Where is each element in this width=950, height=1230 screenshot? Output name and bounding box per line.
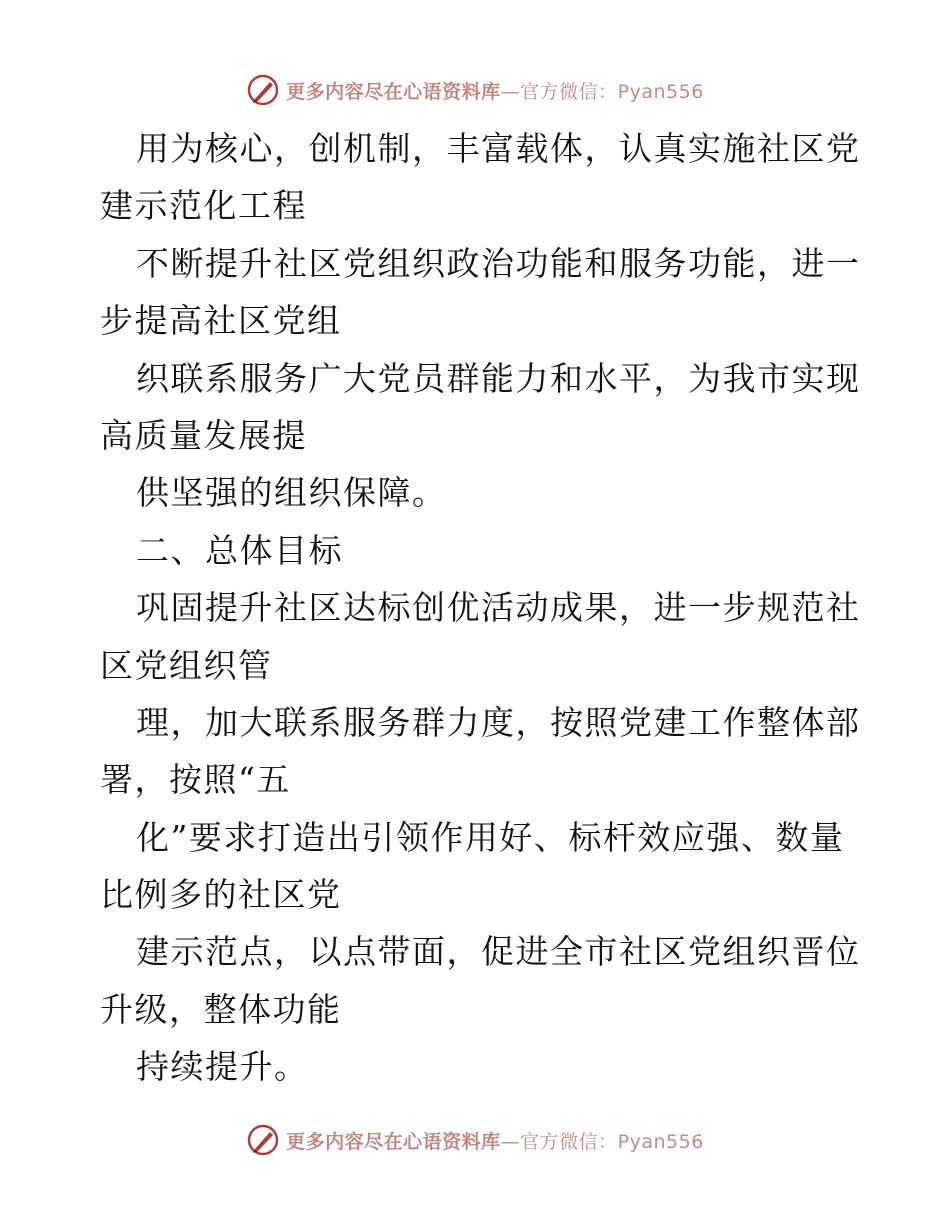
footer-contact-text: 官方微信：Pyan556 (520, 1130, 704, 1153)
footer-separator: — (500, 1130, 521, 1153)
text-line: 二、总体目标 (136, 530, 343, 570)
pen-logo-icon (246, 73, 280, 107)
text-line: 用为核心，创机制，丰富载体，认真实施社区党 (136, 129, 861, 168)
text-line: 化”要求打造出引领作用好、标杆效应强、数量 (136, 817, 845, 857)
header-contact-text: 官方微信：Pyan556 (520, 80, 704, 103)
document-body (100, 120, 860, 1096)
footer-watermark (0, 1120, 950, 1160)
header-watermark (0, 70, 950, 110)
text-line: 巩固提升社区达标创优活动成果，进一步规范社 (136, 588, 861, 628)
header-separator: — (500, 80, 521, 103)
text-line: 升级，整体功能 (100, 989, 342, 1029)
text-line: 比例多的社区党 (100, 875, 342, 915)
text-line: 建示范化工程 (100, 186, 307, 226)
text-line: 供坚强的组织保障。 (136, 473, 447, 513)
text-line: 持续提升。 (136, 1047, 309, 1087)
text-line: 不断提升社区党组织政治功能和服务功能，进一 (136, 243, 861, 283)
header-watermark-text (286, 77, 704, 104)
text-line: 高质量发展提 (100, 415, 307, 455)
text-line: 区党组织管 (100, 645, 273, 685)
pen-logo-icon (246, 1123, 280, 1157)
footer-watermark-text (286, 1127, 704, 1154)
text-line: 署，按照“五 (100, 760, 291, 800)
text-line: 理，加大联系服务群力度，按照党建工作整体部 (136, 702, 861, 742)
text-line: 建示范点，以点带面，促进全市社区党组织晋位 (136, 932, 861, 972)
text-line: 织联系服务广大党员群能力和水平，为我市实现 (136, 358, 861, 398)
text-line: 步提高社区党组 (100, 301, 342, 341)
footer-brand-text: 更多内容尽在心语资料库 (286, 1130, 501, 1153)
header-brand-text: 更多内容尽在心语资料库 (286, 80, 501, 103)
